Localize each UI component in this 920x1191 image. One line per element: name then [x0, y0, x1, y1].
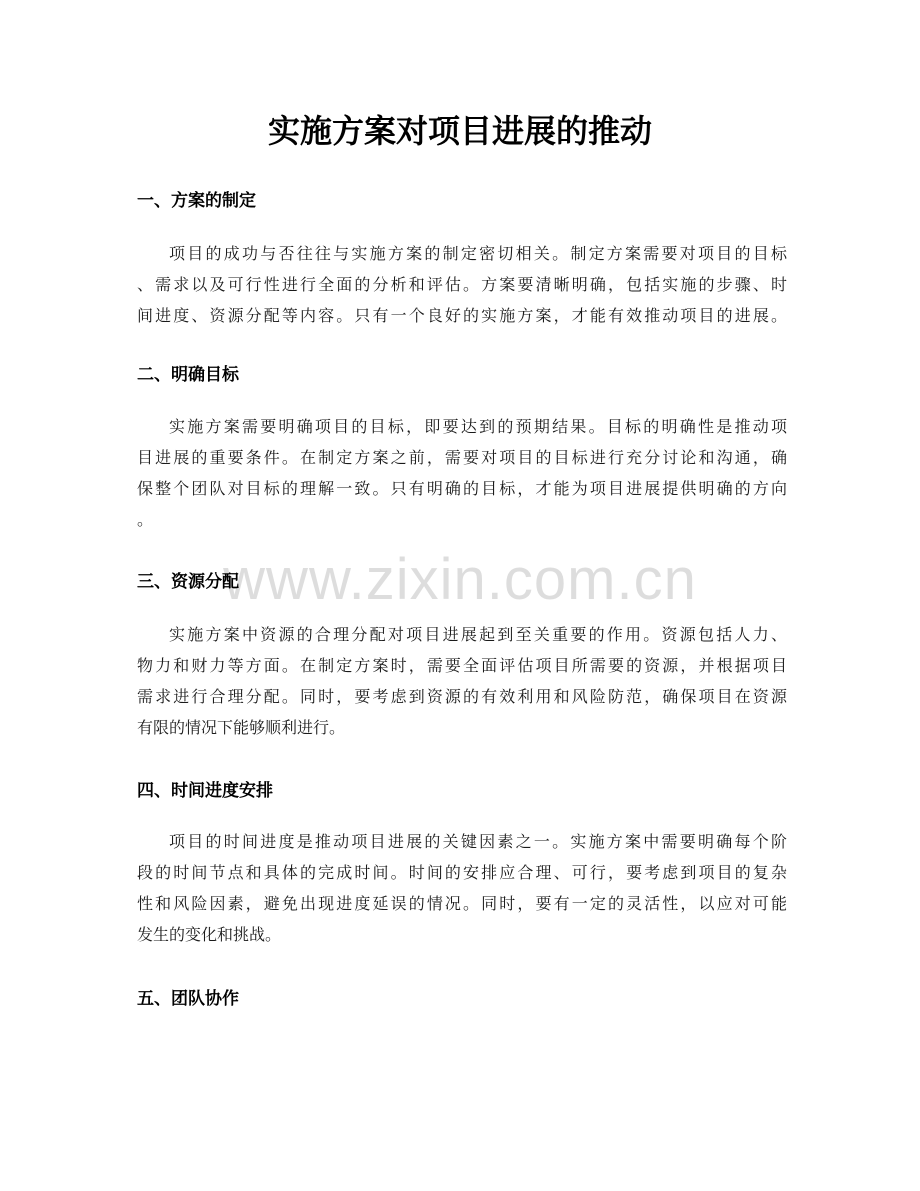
paragraph-line: 性和风险因素，避免出现进度延误的情况。同时，要有一定的灵活性，以应对可能 — [137, 894, 787, 913]
section-heading: 四、时间进度安排 — [137, 781, 273, 801]
paragraph-line: 项目的成功与否往往与实施方案的制定密切相关。制定方案需要对项目的目标 — [169, 244, 787, 263]
paragraph-line: 间进度、资源分配等内容。只有一个良好的实施方案，才能有效推动项目的进展。 — [137, 306, 787, 325]
section-paragraph — [137, 826, 787, 950]
paragraph-line: 段的时间节点和具体的完成时间。时间的安排应合理、可行，要考虑到项目的复杂 — [137, 863, 787, 882]
paragraph-line: 目进展的重要条件。在制定方案之前，需要对项目的目标进行充分讨论和沟通，确 — [137, 448, 787, 467]
watermark: www.zixin.com.cn — [223, 547, 697, 612]
section-heading: 五、团队协作 — [137, 989, 239, 1009]
paragraph-line: 发生的变化和挑战。 — [137, 925, 282, 944]
section-heading: 一、方案的制定 — [137, 191, 256, 211]
paragraph-line: 项目的时间进度是推动项目进展的关键因素之一。实施方案中需要明确每个阶 — [169, 832, 787, 851]
paragraph-line: 。 — [137, 510, 154, 529]
paragraph-line: 物力和财力等方面。在制定方案时，需要全面评估项目所需要的资源，并根据项目 — [137, 656, 787, 675]
section-heading: 二、明确目标 — [137, 365, 239, 385]
section-paragraph — [137, 238, 787, 331]
paragraph-line: 、需求以及可行性进行全面的分析和评估。方案要清晰明确，包括实施的步骤、时 — [137, 275, 787, 294]
paragraph-line: 保整个团队对目标的理解一致。只有明确的目标，才能为项目进展提供明确的方向 — [137, 479, 787, 498]
paragraph-line: 有限的情况下能够顺利进行。 — [137, 718, 346, 737]
paragraph-line: 实施方案需要明确项目的目标，即要达到的预期结果。目标的明确性是推动项 — [169, 417, 787, 436]
paragraph-line: 需求进行合理分配。同时，要考虑到资源的有效利用和风险防范，确保项目在资源 — [137, 687, 787, 706]
section-paragraph — [137, 411, 787, 535]
document-title: 实施方案对项目进展的推动 — [267, 112, 652, 150]
section-paragraph — [137, 619, 787, 743]
paragraph-line: 实施方案中资源的合理分配对项目进展起到至关重要的作用。资源包括人力、 — [169, 625, 787, 644]
section-heading: 三、资源分配 — [137, 572, 239, 592]
